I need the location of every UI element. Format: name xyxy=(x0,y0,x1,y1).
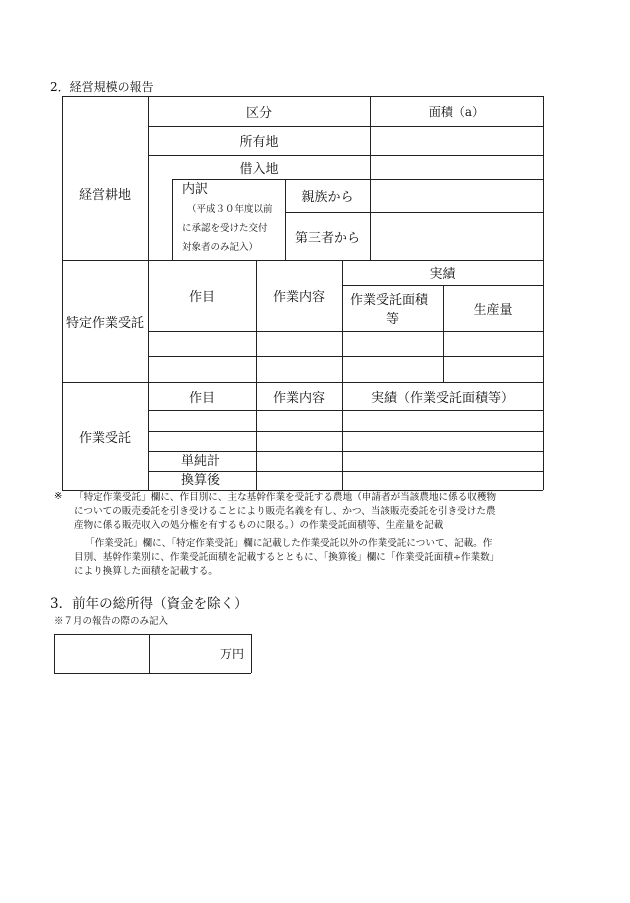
table-line xyxy=(148,471,543,472)
jutaku-sagyo-naiyo-header: 作業内容 xyxy=(272,390,325,406)
header-kubun: 区分 xyxy=(245,105,272,121)
header-menseki: 面積（a） xyxy=(428,104,485,119)
uchiwake-label: 内訳 xyxy=(182,182,209,197)
tokutei-sakumoku-header: 作目 xyxy=(188,290,215,305)
table-line xyxy=(149,634,150,673)
table-line xyxy=(543,96,544,490)
jutaku-jisseki-header: 実績（作業受託面積等） xyxy=(370,390,514,406)
kansan-go-label: 換算後 xyxy=(181,473,221,488)
table-line xyxy=(54,634,251,635)
table-line xyxy=(172,179,173,260)
shakunyu-chi-label: 借入地 xyxy=(239,161,279,177)
shinzoku-kara-label: 親族から xyxy=(301,190,354,205)
table-line xyxy=(148,431,543,432)
keiei-kochi-label: 経営耕地 xyxy=(78,187,131,203)
note-line: 「作業受託」欄に、「特定作業受託」欄に記載した作業受託以外の作業受託について、記載。作 xyxy=(85,538,493,549)
tokutei-jisseki-header: 実績 xyxy=(429,267,456,282)
tokutei-seisanryo-header: 生産量 xyxy=(473,302,513,318)
note-line: により換算した面積を記載する。 xyxy=(74,566,218,577)
uchiwake-note: 対象者のみ記入） xyxy=(182,242,259,253)
table-line xyxy=(148,356,543,357)
table-line xyxy=(54,673,251,674)
table-line xyxy=(148,331,543,332)
uchiwake-note: に承認を受けた交付 xyxy=(182,223,268,234)
note-line: 産物に係る販売収入の処分権を有するものに限る。）の作業受託面積等、生産量を記載 xyxy=(74,520,444,531)
table-line xyxy=(342,260,343,490)
tokutei-menseki-header: 等 xyxy=(386,312,400,327)
shoyu-chi-label: 所有地 xyxy=(239,135,279,150)
section3-title: 3．前年の総所得（資金を除く） xyxy=(50,596,248,612)
daisansha-kara-label: 第三者から xyxy=(294,230,360,246)
tokutei-menseki-header: 作業受託面積 xyxy=(350,293,429,308)
note-mark: ※ xyxy=(54,491,63,502)
table-line xyxy=(54,634,55,673)
note-line: 目別、基幹作業別に、作業受託面積を記載するとともに、「換算後」欄に「作業受託面積÷作業数」 xyxy=(74,552,500,563)
sagyo-jutaku-label: 作業受託 xyxy=(78,430,131,446)
table-line xyxy=(251,634,252,673)
uchiwake-note: （平成３０年度以前 xyxy=(187,204,273,215)
jutaku-sakumoku-header: 作目 xyxy=(188,390,215,406)
note-line: 「特定作業受託」欄に、作目別に、主な基幹作業を受託する農地（申請者が当該農地に係る収穫物 xyxy=(74,492,497,503)
tokutei-sagyo-naiyo-header: 作業内容 xyxy=(272,290,325,305)
tanjun-kei-label: 単純計 xyxy=(181,454,221,469)
tokutei-sagyo-jutaku-label: 特定作業受託 xyxy=(65,315,144,331)
table-line xyxy=(148,451,543,452)
note-line: についての販売委託を引き受けることにより販売名義を有し、かつ、当該販売委託を引き受けた農 xyxy=(74,506,496,517)
section2-title: 2．経営規模の報告 xyxy=(50,80,154,94)
table-line xyxy=(148,410,543,411)
income-unit-label: 万円 xyxy=(220,647,245,661)
section3-note: ※７月の報告の際のみ記入 xyxy=(54,616,169,627)
